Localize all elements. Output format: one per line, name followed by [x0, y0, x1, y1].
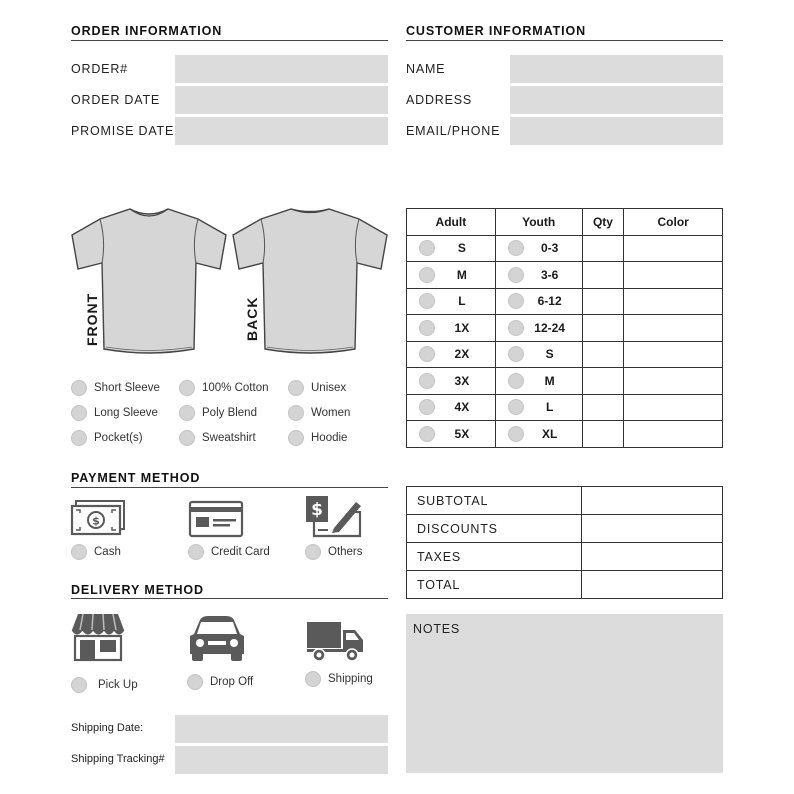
youth-size: M — [544, 373, 555, 388]
delivery-method-title: DELIVERY METHOD — [71, 583, 204, 597]
header-adult: Adult — [407, 209, 496, 236]
shipping-tracking-field[interactable] — [175, 746, 388, 774]
radio-button[interactable] — [419, 293, 435, 309]
adult-size: S — [457, 241, 466, 256]
radio-button[interactable] — [187, 674, 203, 690]
order-info-rule — [71, 40, 388, 41]
radio-button[interactable] — [419, 320, 435, 336]
order-number-field[interactable] — [175, 55, 388, 83]
check-icon — [304, 494, 364, 538]
adult-size: 4X — [454, 400, 470, 415]
qty-cell[interactable] — [582, 368, 624, 395]
shipping-tracking-label: Shipping Tracking# — [71, 753, 165, 765]
option-long-sleeve[interactable]: Long Sleeve — [71, 404, 158, 422]
qty-cell[interactable] — [582, 421, 624, 448]
qty-cell[interactable] — [582, 235, 624, 262]
radio-button[interactable] — [508, 293, 524, 309]
adult-size: 2X — [454, 347, 470, 362]
table-row — [407, 235, 723, 262]
color-cell[interactable] — [624, 262, 723, 289]
table-row — [407, 315, 723, 342]
table-row — [407, 543, 723, 571]
radio-button[interactable] — [188, 544, 204, 560]
email-phone-label: EMAIL/PHONE — [406, 124, 501, 138]
promise-date-label: PROMISE DATE — [71, 124, 175, 138]
discounts-label: DISCOUNTS — [407, 515, 582, 543]
youth-size: 3-6 — [540, 267, 559, 282]
radio-button[interactable] — [179, 380, 195, 396]
youth-size: 0-3 — [540, 241, 559, 256]
youth-size: L — [545, 400, 554, 415]
radio-button[interactable] — [71, 380, 87, 396]
youth-size: 6-12 — [537, 294, 562, 309]
shipping-date-label: Shipping Date: — [71, 722, 144, 734]
payment-method-title: PAYMENT METHOD — [71, 471, 201, 485]
order-date-label: ORDER DATE — [71, 93, 161, 107]
radio-button[interactable] — [419, 426, 435, 442]
table-row — [407, 394, 723, 421]
radio-button[interactable] — [288, 380, 304, 396]
option-poly-blend[interactable]: Poly Blend — [179, 404, 257, 422]
adult-size: 3X — [454, 373, 470, 388]
option-women[interactable]: Women — [288, 404, 350, 422]
payment-option-credit-card[interactable]: Credit Card — [188, 543, 270, 561]
header-youth: Youth — [495, 209, 582, 236]
color-cell[interactable] — [624, 394, 723, 421]
option-unisex[interactable]: Unisex — [288, 379, 346, 397]
notes-field[interactable] — [406, 614, 723, 773]
adult-size: 1X — [454, 320, 470, 335]
qty-cell[interactable] — [582, 262, 624, 289]
qty-cell[interactable] — [582, 394, 624, 421]
color-cell[interactable] — [624, 368, 723, 395]
table-row — [407, 262, 723, 289]
radio-button[interactable] — [71, 544, 87, 560]
color-cell[interactable] — [624, 235, 723, 262]
shipping-date-field[interactable] — [175, 715, 388, 743]
payment-option-others[interactable]: Others — [305, 543, 363, 561]
radio-button[interactable] — [71, 677, 87, 693]
customer-info-title: CUSTOMER INFORMATION — [406, 24, 587, 38]
radio-button[interactable] — [71, 430, 87, 446]
radio-button[interactable] — [508, 373, 524, 389]
order-number-label: ORDER# — [71, 62, 128, 76]
radio-button[interactable] — [179, 430, 195, 446]
table-row — [407, 571, 723, 599]
radio-button[interactable] — [508, 240, 524, 256]
qty-cell[interactable] — [582, 288, 624, 315]
radio-button[interactable] — [419, 346, 435, 362]
customer-info-rule — [406, 40, 723, 41]
youth-size: XL — [541, 426, 558, 441]
radio-button[interactable] — [508, 267, 524, 283]
taxes-label: TAXES — [407, 543, 582, 571]
delivery-option-shipping[interactable]: Shipping — [305, 670, 373, 688]
notes-label: NOTES — [413, 622, 461, 636]
taxes-value[interactable] — [581, 543, 722, 571]
adult-size: L — [458, 294, 466, 309]
order-date-field[interactable] — [175, 86, 388, 114]
name-field[interactable] — [510, 55, 723, 83]
front-label: FRONT — [84, 292, 100, 346]
youth-size: S — [545, 347, 554, 362]
name-label: NAME — [406, 62, 446, 76]
address-field[interactable] — [510, 86, 723, 114]
payment-option-cash[interactable]: Cash — [71, 543, 121, 561]
radio-button[interactable] — [288, 405, 304, 421]
subtotal-value[interactable] — [581, 487, 722, 515]
option-short-sleeve[interactable]: Short Sleeve — [71, 379, 160, 397]
radio-button[interactable] — [419, 240, 435, 256]
header-color: Color — [624, 209, 723, 236]
option-hoodie[interactable]: Hoodie — [288, 429, 347, 447]
radio-button[interactable] — [179, 405, 195, 421]
option-100-cotton[interactable]: 100% Cotton — [179, 379, 269, 397]
radio-button[interactable] — [419, 373, 435, 389]
store-icon — [70, 612, 126, 662]
color-cell[interactable] — [624, 315, 723, 342]
adult-size: 5X — [454, 426, 470, 441]
qty-cell[interactable] — [582, 341, 624, 368]
radio-button[interactable] — [508, 320, 524, 336]
table-row — [407, 368, 723, 395]
adult-size: M — [456, 267, 467, 282]
back-label: BACK — [244, 296, 260, 341]
option-sweatshirt[interactable]: Sweatshirt — [179, 429, 256, 447]
delivery-method-rule — [71, 598, 388, 599]
totals-table — [406, 486, 723, 599]
table-row — [407, 288, 723, 315]
radio-button[interactable] — [71, 405, 87, 421]
delivery-option-drop-off[interactable]: Drop Off — [187, 673, 253, 691]
svg-text:$: $ — [92, 514, 100, 528]
credit-card-icon — [188, 500, 244, 538]
header-qty: Qty — [582, 209, 624, 236]
radio-button[interactable] — [419, 399, 435, 415]
radio-button[interactable] — [508, 426, 524, 442]
cash-icon — [70, 500, 128, 538]
order-info-title: ORDER INFORMATION — [71, 24, 223, 38]
table-row — [407, 487, 723, 515]
size-table — [406, 208, 723, 448]
table-row — [407, 515, 723, 543]
total-label: TOTAL — [407, 571, 582, 599]
discounts-value[interactable] — [581, 515, 722, 543]
subtotal-label: SUBTOTAL — [407, 487, 582, 515]
radio-button[interactable] — [305, 671, 321, 687]
radio-button[interactable] — [305, 544, 321, 560]
promise-date-field[interactable] — [175, 117, 388, 145]
truck-icon — [305, 618, 365, 662]
radio-button[interactable] — [508, 399, 524, 415]
payment-method-rule — [71, 487, 388, 488]
svg-text:$: $ — [311, 500, 323, 520]
color-cell[interactable] — [624, 288, 723, 315]
color-cell[interactable] — [624, 341, 723, 368]
email-phone-field[interactable] — [510, 117, 723, 145]
table-row — [407, 341, 723, 368]
radio-button[interactable] — [419, 267, 435, 283]
car-icon — [188, 614, 246, 662]
color-cell[interactable] — [624, 421, 723, 448]
youth-size: 12-24 — [534, 320, 565, 335]
radio-button[interactable] — [288, 430, 304, 446]
table-row — [407, 421, 723, 448]
radio-button[interactable] — [508, 346, 524, 362]
total-value[interactable] — [581, 571, 722, 599]
address-label: ADDRESS — [406, 93, 473, 107]
delivery-option-pick-up[interactable]: Pick Up — [71, 676, 138, 694]
qty-cell[interactable] — [582, 315, 624, 342]
option-pockets[interactable]: Pocket(s) — [71, 429, 143, 447]
